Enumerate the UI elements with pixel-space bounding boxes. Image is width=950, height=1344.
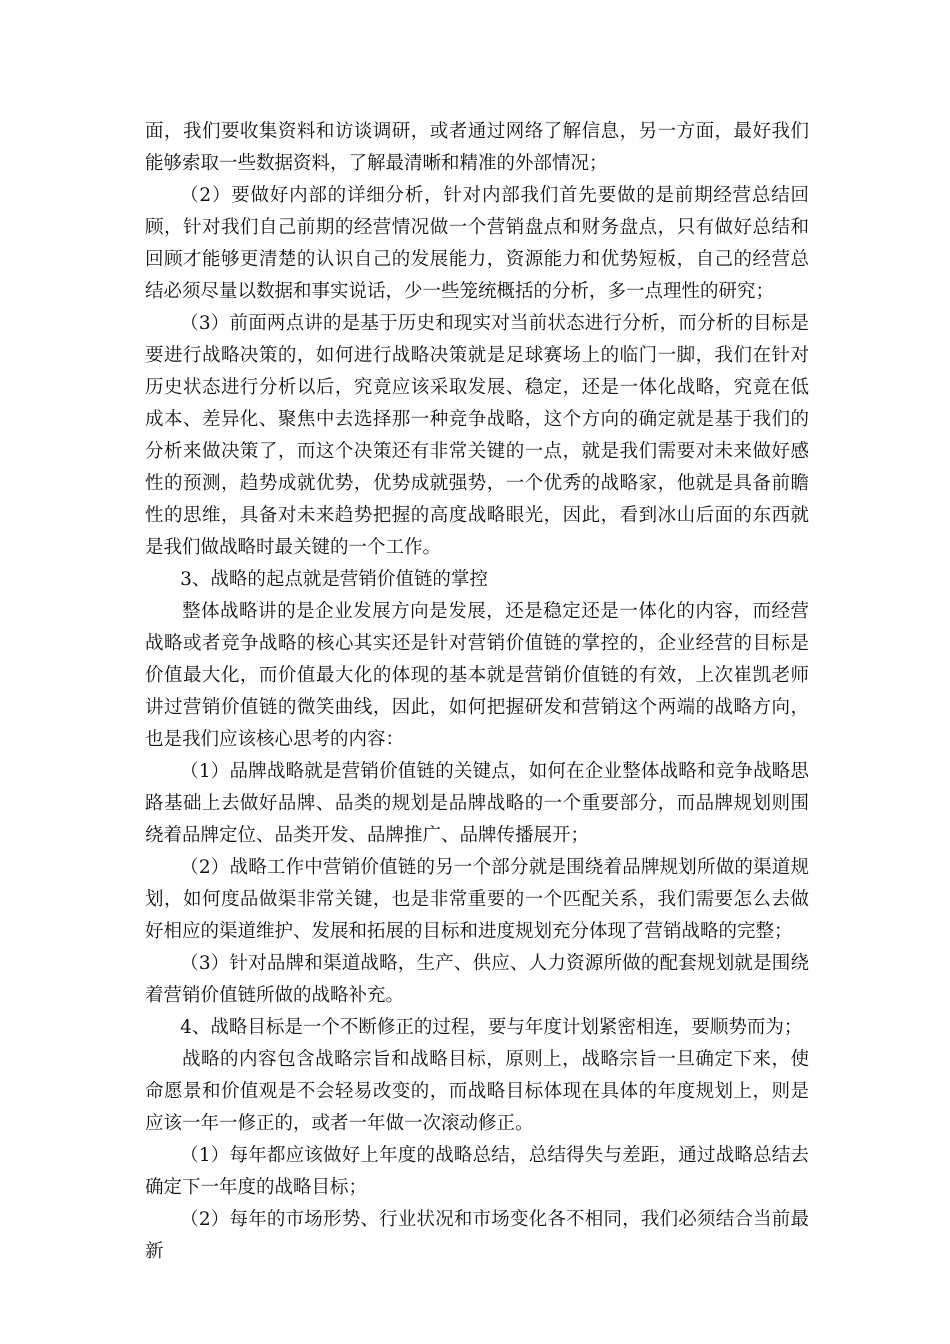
document-body — [145, 116, 809, 1268]
paragraph-strategic-decision: （3）前面两点讲的是基于历史和现实对当前状态进行分析，而分析的目标是要进行战略决策的，如何进行战略决策就是足球赛场上的临门一脚，我们在针对历史状态进行分析以后，究竟应该采取发展、稳定，还是一体化战略，究竟在低成本、差异化、聚焦中去选择那一种竞争战略，这个方向的确定就是基于我们的分析来做决策了，而这个决策还有非常关键的一点，就是我们需要对未来做好感性的预测，趋势成就优势，优势成就强势，一个优秀的战略家，他就是具备前瞻性的思维，具备对未来趋势把握的高度战略眼光，因此，看到冰山后面的东西就是我们做战略时最关键的一个工作。 — [145, 313, 809, 558]
paragraph-market-situation: （2）每年的市场形势、行业状况和市场变化各不相同，我们必须结合当前最新 — [145, 1209, 809, 1262]
paragraph-brand-strategy: （1）品牌战略就是营销价值链的关键点，如何在企业整体战略和竞争战略思路基础上去做好品牌、品类的规划是品牌战略的一个重要部分，而品牌规划则围绕着品牌定位、品类开发、品牌推广、品牌传播展开； — [145, 761, 809, 846]
paragraph-strategy-content: 战略的内容包含战略宗旨和战略目标，原则上，战略宗旨一旦确定下来，使命愿景和价值观是不会轻易改变的，而战略目标体现在具体的年度规划上，则是应该一年一修正的，或者一年做一次滚动修正。 — [145, 1049, 809, 1134]
paragraph-annual-summary: （1）每年都应该做好上年度的战略总结，总结得失与差距，通过战略总结去确定下一年度的战略目标； — [145, 1145, 809, 1198]
paragraph-overall-strategy: 整体战略讲的是企业发展方向是发展，还是稳定还是一体化的内容，而经营战略或者竞争战略的核心其实还是针对营销价值链的掌控的，企业经营的目标是价值最大化，而价值最大化的体现的基本就是营销价值链的有效，上次崔凯老师讲过营销价值链的微笑曲线，因此，如何把握研发和营销这个两端的战略方向，也是我们应该核心思考的内容： — [145, 601, 809, 750]
paragraph-supporting-plans: （3）针对品牌和渠道战略，生产、供应、人力资源所做的配套规划就是围绕着营销价值链所做的战略补充。 — [145, 953, 809, 1006]
section-heading-value-chain: 3、战略的起点就是营销价值链的掌控 — [180, 569, 488, 590]
paragraph-internal-analysis: （2）要做好内部的详细分析，针对内部我们首先要做的是前期经营总结回顾，针对我们自己前期的经营情况做一个营销盘点和财务盘点，只有做好总结和回顾才能够更清楚的认识自己的发展能力，资源能力和优势短板，自己的经营总结必须尽量以数据和事实说话，少一些笼统概括的分析，多一点理性的研究； — [145, 185, 809, 302]
paragraph-external-analysis-continued: 面，我们要收集资料和访谈调研，或者通过网络了解信息，另一方面，最好我们能够索取一些数据资料，了解最清晰和精准的外部情况； — [145, 121, 809, 174]
section-heading-strategic-goals: 4、战略目标是一个不断修正的过程，要与年度计划紧密相连，要顺势而为； — [180, 1017, 803, 1038]
paragraph-channel-planning: （2）战略工作中营销价值链的另一个部分就是围绕着品牌规划所做的渠道规划，如何度品做渠非常关键，也是非常重要的一个匹配关系，我们需要怎么去做好相应的渠道维护、发展和拓展的目标和进度规划充分体现了营销战略的完整； — [145, 857, 809, 942]
